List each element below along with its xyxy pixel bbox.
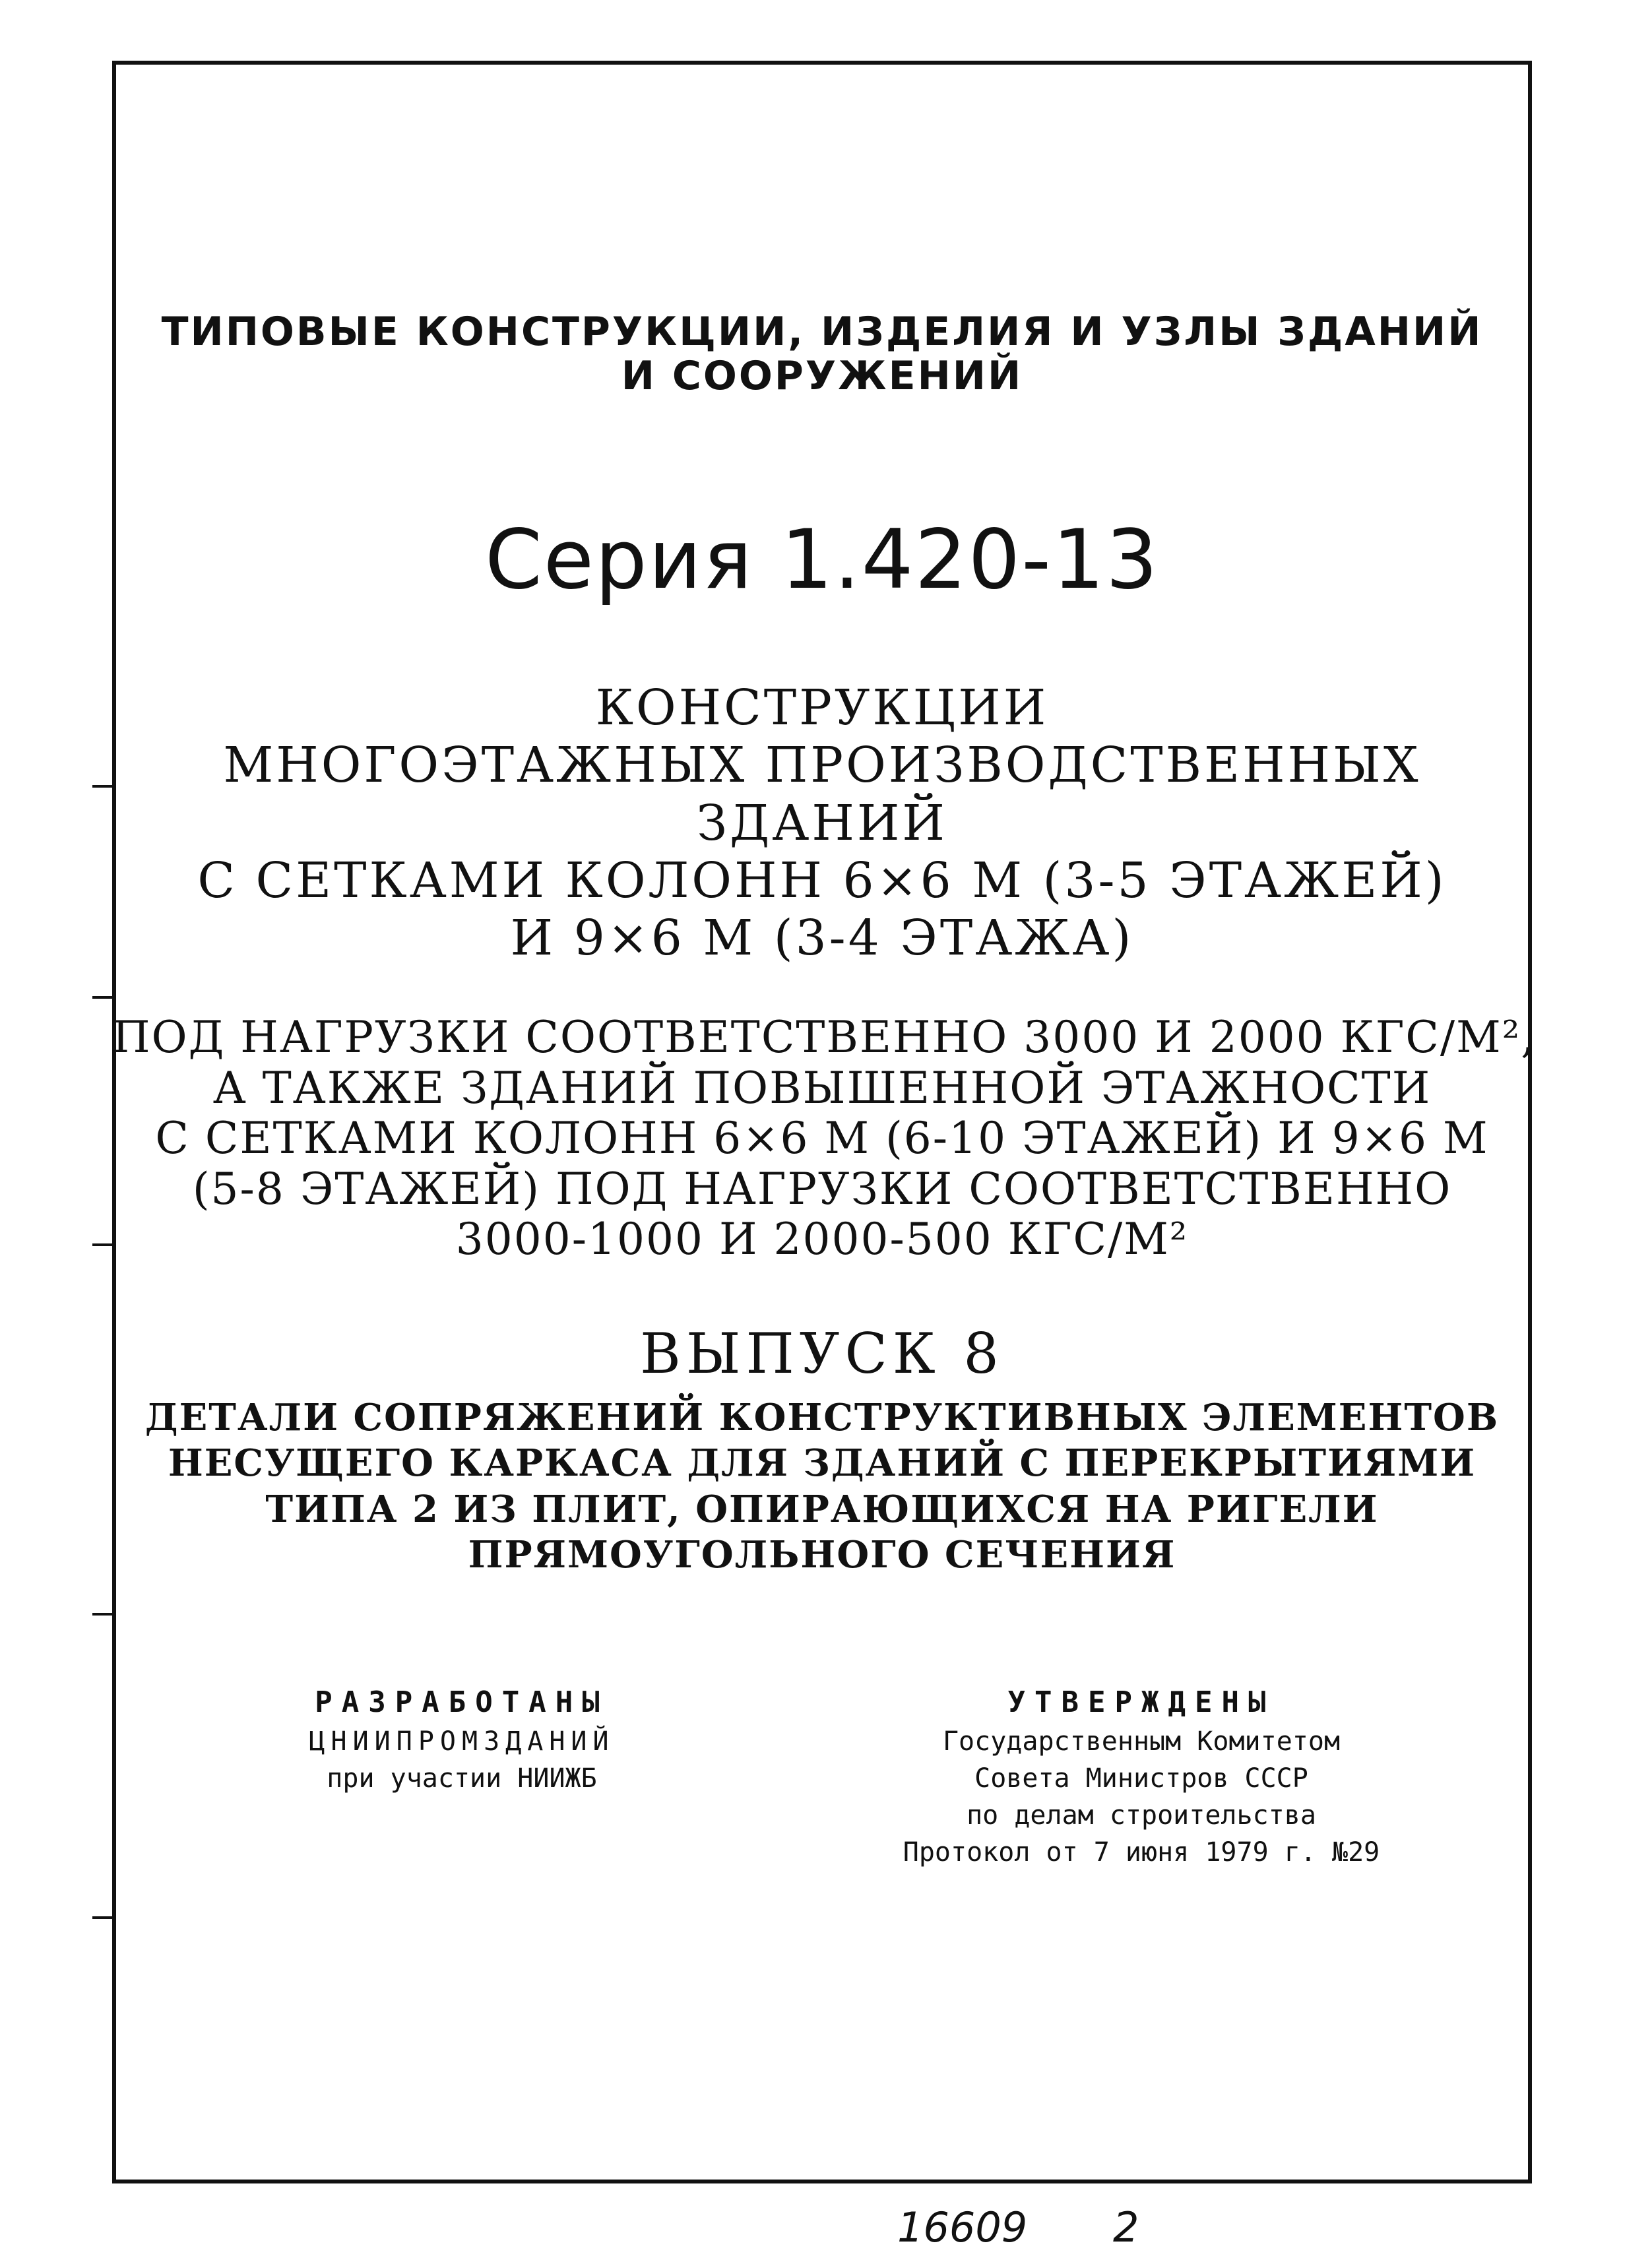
document-header	[112, 310, 1532, 398]
approved-label: УТВЕРЖДЕНЫ	[1007, 1685, 1275, 1719]
title-line: МНОГОЭТАЖНЫХ ПРОИЗВОДСТВЕННЫХ	[223, 737, 1421, 794]
header-line: И СООРУЖЕНИЙ	[621, 353, 1023, 400]
margin-tick	[92, 1916, 115, 1919]
developer-participant: при участии НИИЖБ	[327, 1763, 597, 1794]
issue-label: ВЫПУСК 8	[640, 1321, 1004, 1386]
developer-name: ЦНИИПРОМЗДАНИЙ	[309, 1726, 615, 1757]
document-title	[112, 679, 1532, 968]
subtitle-line: А ТАКЖЕ ЗДАНИЙ ПОВЫШЕННОЙ ЭТАЖНОСТИ	[212, 1062, 1432, 1114]
subtitle-line: ПОД НАГРУЗКИ СООТВЕТСТВЕННО 3000 И 2000 КГС/М²,	[112, 1012, 1537, 1063]
developed-by-block	[198, 1682, 726, 1797]
margin-tick	[92, 996, 115, 999]
document-subtitle	[112, 1012, 1537, 1265]
margin-tick	[92, 785, 115, 788]
title-line: КОНСТРУКЦИИ	[595, 679, 1049, 736]
margin-tick	[92, 1243, 115, 1246]
approval-protocol: Протокол от 7 июня 1979 г. №29	[903, 1836, 1380, 1868]
header-line: ТИПОВЫЕ КОНСТРУКЦИИ, ИЗДЕЛИЯ И УЗЛЫ ЗДАНИЙ	[161, 309, 1483, 355]
issue-line: ПРЯМОУГОЛЬНОГО СЕЧЕНИЯ	[468, 1533, 1176, 1577]
subtitle-line: 3000-1000 И 2000-500 КГС/М²	[455, 1214, 1189, 1265]
subtitle-line: (5-8 ЭТАЖЕЙ) ПОД НАГРУЗКИ СООТВЕТСТВЕННО	[192, 1163, 1452, 1214]
approved-by-block	[858, 1682, 1425, 1871]
title-line: И 9×6 М (3-4 ЭТАЖА)	[510, 910, 1134, 967]
issue-line: НЕСУЩЕГО КАРКАСА ДЛЯ ЗДАНИЙ С ПЕРЕКРЫТИЯМИ	[168, 1441, 1477, 1486]
issue-line: ТИПА 2 ИЗ ПЛИТ, ОПИРАЮЩИХСЯ НА РИГЕЛИ	[265, 1487, 1379, 1531]
series-title: Серия 1.420-13	[485, 513, 1159, 608]
title-line: С СЕТКАМИ КОЛОНН 6×6 М (3-5 ЭТАЖЕЙ)	[197, 852, 1447, 909]
page-number: 2	[1112, 2203, 1139, 2251]
approver-line: по делам строительства	[967, 1800, 1316, 1831]
approver-line: Государственным Комитетом	[942, 1726, 1341, 1757]
issue-line: ДЕТАЛИ СОПРЯЖЕНИЙ КОНСТРУКТИВНЫХ ЭЛЕМЕНТОВ	[144, 1396, 1500, 1439]
title-line: ЗДАНИЙ	[697, 794, 947, 852]
archive-stamp	[897, 2203, 1139, 2251]
margin-tick	[92, 1613, 115, 1616]
approver-line: Совета Министров СССР	[974, 1763, 1308, 1794]
archive-number: 16609	[897, 2203, 1028, 2251]
developed-label: РАЗРАБОТАНЫ	[315, 1685, 609, 1719]
issue-description	[112, 1395, 1532, 1579]
subtitle-line: С СЕТКАМИ КОЛОНН 6×6 М (6-10 ЭТАЖЕЙ) И 9×6 М	[155, 1113, 1489, 1164]
